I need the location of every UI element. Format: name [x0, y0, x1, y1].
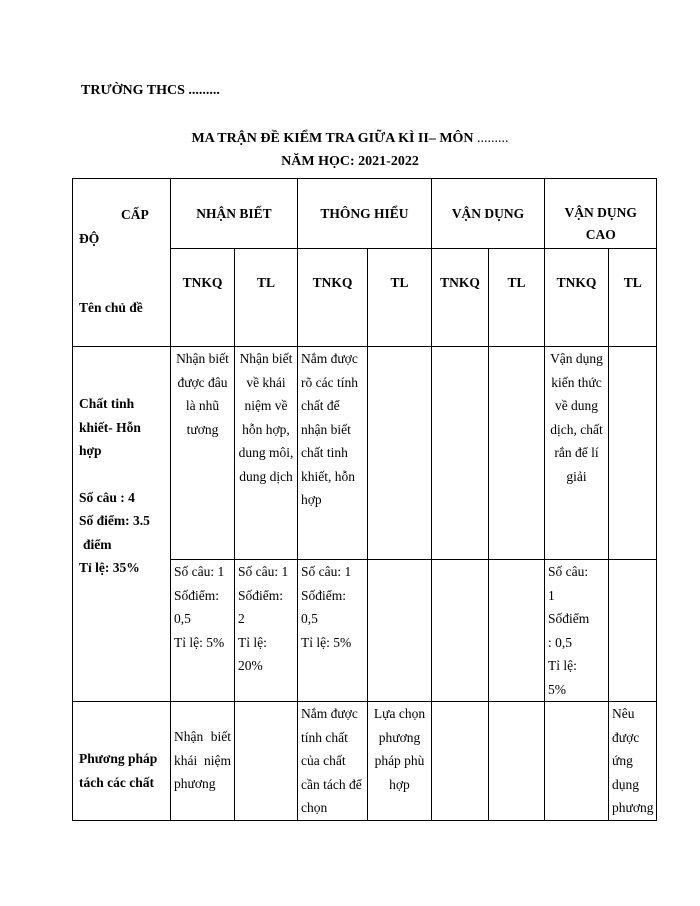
stat-line: : 0,5: [548, 634, 573, 650]
topic1-vd-tnkq-stats: [432, 560, 489, 702]
topic1-name-line2: khiết- Hỗn: [79, 419, 141, 435]
topic1-vdc-tl-content: [609, 347, 657, 560]
subheader-tl: TL: [609, 249, 657, 347]
topic1-name-cell: [73, 347, 171, 702]
topic2-name-line1: Phương pháp: [79, 751, 158, 766]
topic2-vd-tl-content: [489, 702, 545, 821]
subheader-tl: TL: [368, 249, 432, 347]
topic2-vdc-tl-content: Nêu được ứng dụng phương: [609, 702, 657, 821]
stat-line: Sốđiểm:: [238, 587, 284, 603]
stat-line: Số câu: 1: [238, 564, 289, 579]
topic1-nb-tnkq-stats: [171, 560, 235, 702]
topic2-vdc-tnkq-content: [545, 702, 609, 821]
subheader-tnkq: TNKQ: [432, 249, 489, 347]
topic1-vdc-tnkq-content: Vận dụng kiến thức về dung dịch, chất rắn để lí giải: [545, 347, 609, 560]
stat-line: Tỉ lệ: 5%: [174, 634, 225, 650]
topic1-vd-tnkq-content: [432, 347, 489, 560]
stat-line: Tỉ lệ: 5%: [301, 634, 352, 650]
topic2-th-tl-content: Lựa chọn phương pháp phù hợp: [368, 702, 432, 821]
topic1-diem-unit: điểm: [83, 536, 112, 552]
stat-line: 5%: [548, 681, 566, 697]
topic1-vdc-tl-stats: [609, 560, 657, 702]
topic2-content-row: [73, 702, 657, 821]
stat-line: 2: [238, 611, 245, 626]
topic1-vdc-tnkq-stats: [545, 560, 609, 702]
subheader-tl: TL: [235, 249, 298, 347]
topic1-content-row: [73, 347, 657, 560]
level-nhan-biet: NHẬN BIẾT: [171, 179, 298, 249]
topic1-vd-tl-stats: [489, 560, 545, 702]
topic2-th-tnkq-content: Nắm được tính chất của chất cần tách để chọn: [298, 702, 368, 821]
stat-line: 0,5: [301, 611, 318, 626]
subheader-tnkq: TNKQ: [298, 249, 368, 347]
topic1-nb-tl-content: Nhận biết về khái niệm về hỗn hợp, dung môi, dung dịch: [235, 347, 298, 560]
school-year: NĂM HỌC: 2021-2022: [281, 154, 419, 169]
stat-line: 20%: [238, 658, 263, 673]
title-main: MA TRẬN ĐỀ KIỂM TRA GIỮA KÌ II– MÔN: [191, 131, 474, 146]
level-van-dung-cao: VẬN DỤNG CAO: [545, 179, 657, 249]
topic1-nb-tl-stats: [235, 560, 298, 702]
stat-line: Sốđiểm:: [301, 587, 347, 603]
do-label: ĐỘ: [79, 231, 100, 246]
topic1-vd-tl-content: [489, 347, 545, 560]
subheader-tnkq: TNKQ: [545, 249, 609, 347]
topic1-th-tl-stats: [368, 560, 432, 702]
document-title: [0, 131, 700, 147]
topic1-nb-tnkq-content: Nhận biết được đâu là nhũ tương: [171, 347, 235, 560]
stat-line: Sốđiểm:: [174, 587, 220, 603]
subheader-tl: TL: [489, 249, 545, 347]
level-thong-hieu: THÔNG HIỂU: [298, 179, 432, 249]
exam-matrix-table: [72, 178, 657, 821]
stat-line: Số câu: 1: [174, 564, 225, 579]
stat-line: Số câu:: [548, 564, 589, 579]
topic1-name-line3: hợp: [79, 443, 102, 458]
topic2-nb-tnkq-content: Nhận biết khái niệm phương: [171, 702, 235, 821]
cap-label: CẤP: [121, 207, 149, 222]
stat-line: 0,5: [174, 611, 191, 626]
topic1-name-line1: Chất tinh: [79, 396, 135, 411]
stat-line: Số câu: 1: [301, 564, 352, 579]
topic2-vd-tnkq-content: [432, 702, 489, 821]
level-van-dung: VẬN DỤNG: [432, 179, 545, 249]
level-header-row: [73, 179, 657, 249]
topic1-ti-le: Tỉ lệ: 35%: [79, 560, 140, 575]
stat-line: Sốđiểm: [548, 611, 590, 626]
topic-column-label: Tên chủ đề: [79, 300, 143, 315]
corner-cell: [73, 179, 171, 347]
school-name: TRƯỜNG THCS .........: [81, 83, 220, 98]
stat-line: Tỉ lệ:: [238, 634, 267, 650]
topic1-th-tl-content: [368, 347, 432, 560]
topic1-so-cau: Số câu : 4: [79, 489, 135, 505]
stat-line: 1: [548, 587, 555, 603]
topic2-name-line2: tách các chất: [79, 774, 154, 790]
topic1-th-tnkq-stats: [298, 560, 368, 702]
topic2-name-cell: [73, 702, 171, 821]
subheader-tnkq: TNKQ: [171, 249, 235, 347]
topic1-so-diem: Số điểm: 3.5: [79, 513, 150, 528]
topic1-th-tnkq-content: Nắm được rõ các tính chất để nhận biết chất tinh khiết, hỗn hợp: [298, 347, 368, 560]
title-subject-blank: .........: [477, 131, 509, 146]
stat-line: Tỉ lệ:: [548, 658, 577, 673]
topic2-nb-tl-content: [235, 702, 298, 821]
